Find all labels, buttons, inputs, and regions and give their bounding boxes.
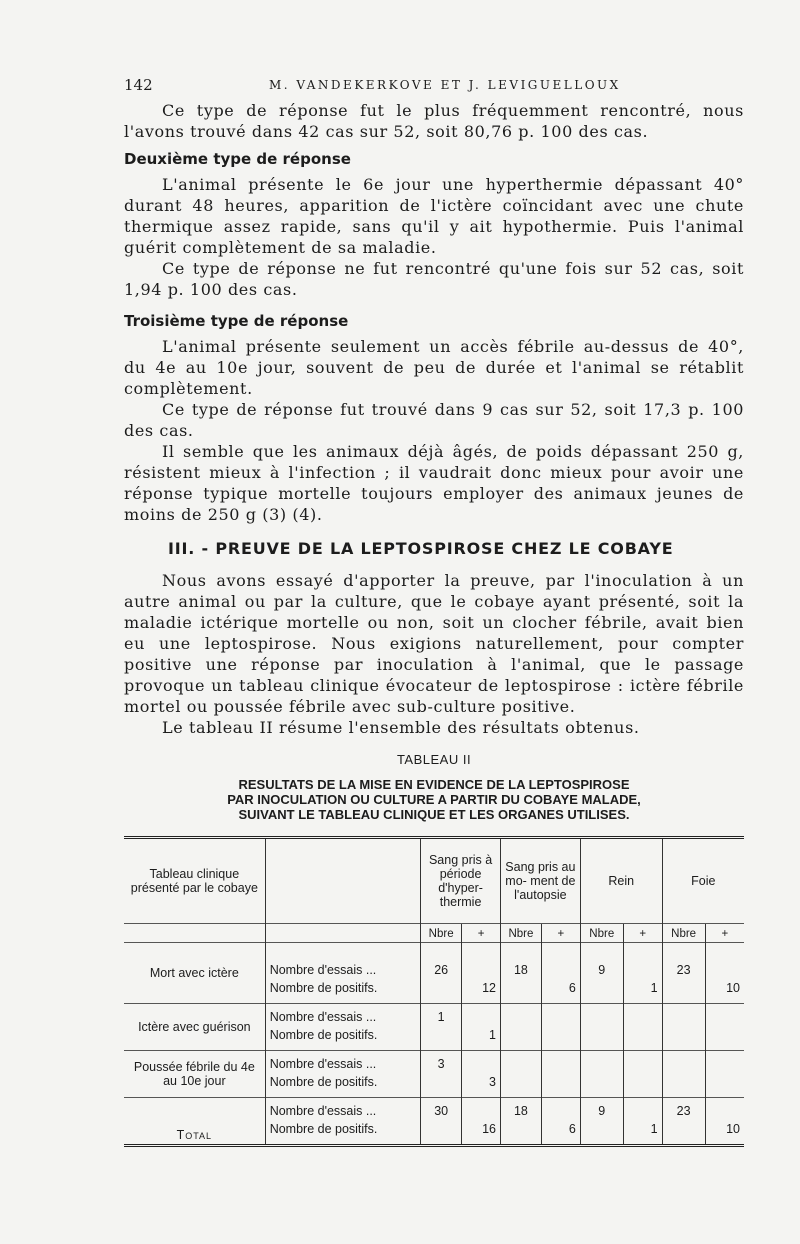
row-label-positifs: Nombre de positifs. bbox=[265, 1026, 421, 1051]
cell-empty bbox=[705, 1051, 744, 1074]
paragraph: L'animal présente le 6e jour une hyperthermie dépassant 40° durant 48 heures, apparition de l'ictère coïncidant avec une chute thermique assez rapide, sans qu'il y ait hypothermie. Puis l'animal guérit complètement de sa maladie. bbox=[124, 175, 744, 257]
cell-empty bbox=[541, 1098, 580, 1121]
col-header-sang-autopsie: Sang pris au mo- ment de l'autopsie bbox=[500, 838, 580, 924]
row-clinical-label: Poussée fébrile du 4e au 10e jour bbox=[124, 1051, 265, 1098]
cell-empty bbox=[662, 1073, 705, 1098]
col-header-rein: Rein bbox=[580, 838, 662, 924]
cell-empty bbox=[662, 979, 705, 1004]
cell-nbre bbox=[580, 1004, 623, 1027]
table-row bbox=[124, 943, 744, 980]
cell-empty bbox=[462, 1098, 501, 1121]
page-number: 142 bbox=[124, 76, 153, 94]
cell-positifs bbox=[541, 1073, 580, 1098]
sub-header-nbre: Nbre bbox=[662, 924, 705, 943]
cell-empty bbox=[662, 1120, 705, 1146]
cell-empty bbox=[705, 943, 744, 980]
section-heading: Troisième type de réponse bbox=[124, 312, 349, 330]
cell-empty bbox=[580, 1026, 623, 1051]
part-heading: III. - PREUVE DE LA LEPTOSPIROSE CHEZ LE COBAYE bbox=[168, 539, 674, 558]
cell-positifs: 10 bbox=[705, 1120, 744, 1146]
cell-empty bbox=[623, 943, 662, 980]
cell-positifs bbox=[541, 1026, 580, 1051]
cell-empty bbox=[580, 979, 623, 1004]
table-row bbox=[124, 1004, 744, 1027]
paragraph: Ce type de réponse fut le plus fréquemment rencontré, nous l'avons trouvé dans 42 cas sur 52, soit 80,76 p. 100 des cas. bbox=[124, 101, 744, 141]
paragraph: Ce type de réponse ne fut rencontré qu'une fois sur 52 cas, soit 1,94 p. 100 des cas. bbox=[124, 259, 744, 299]
sub-header-nbre: Nbre bbox=[580, 924, 623, 943]
cell-empty bbox=[421, 979, 462, 1004]
table-caption-line: RESULTATS DE LA MISE EN EVIDENCE DE LA LEPTOSPIROSE bbox=[238, 777, 630, 792]
cell-empty bbox=[462, 1051, 501, 1074]
paragraph: Ce type de réponse fut trouvé dans 9 cas sur 52, soit 17,3 p. 100 des cas. bbox=[124, 400, 744, 440]
table-label: TABLEAU II bbox=[396, 752, 472, 767]
cell-nbre: 18 bbox=[500, 1098, 541, 1121]
col-header-foie: Foie bbox=[662, 838, 744, 924]
cell-nbre: 1 bbox=[421, 1004, 462, 1027]
results-table bbox=[124, 836, 744, 1147]
col-header-label bbox=[265, 838, 421, 924]
section-heading: Deuxième type de réponse bbox=[124, 150, 351, 168]
row-label-positifs: Nombre de positifs. bbox=[265, 1120, 421, 1146]
cell-empty bbox=[421, 1120, 462, 1146]
running-head bbox=[124, 72, 744, 100]
cell-positifs: 3 bbox=[462, 1073, 501, 1098]
cell-empty bbox=[500, 1026, 541, 1051]
cell-empty bbox=[500, 1120, 541, 1146]
row-label-positifs: Nombre de positifs. bbox=[265, 1073, 421, 1098]
cell-positifs: 6 bbox=[541, 1120, 580, 1146]
cell-positifs: 1 bbox=[623, 979, 662, 1004]
paragraph: Le tableau II résume l'ensemble des résultats obtenus. bbox=[162, 718, 640, 737]
cell-nbre: 9 bbox=[580, 1098, 623, 1121]
cell-empty bbox=[541, 1051, 580, 1074]
sub-header-plus: + bbox=[462, 924, 501, 943]
table-caption-line: SUIVANT LE TABLEAU CLINIQUE ET LES ORGANES UTILISES. bbox=[238, 807, 630, 822]
cell-nbre: 18 bbox=[500, 943, 541, 980]
authors: M. VANDEKERKOVE ET J. LEVIGUELLOUX bbox=[269, 78, 621, 92]
row-label-essais: Nombre d'essais ... bbox=[265, 1004, 421, 1027]
cell-positifs: 6 bbox=[541, 979, 580, 1004]
row-label-essais: Nombre d'essais ... bbox=[265, 1098, 421, 1121]
cell-nbre: 23 bbox=[662, 943, 705, 980]
sub-header-plus: + bbox=[623, 924, 662, 943]
cell-nbre bbox=[500, 1051, 541, 1074]
table-row bbox=[124, 1051, 744, 1074]
cell-empty bbox=[580, 1073, 623, 1098]
cell-empty bbox=[541, 1004, 580, 1027]
row-label-essais: Nombre d'essais ... bbox=[265, 1051, 421, 1074]
cell-empty bbox=[421, 1073, 462, 1098]
cell-positifs: 1 bbox=[462, 1026, 501, 1051]
cell-positifs bbox=[623, 1026, 662, 1051]
sub-header-row bbox=[124, 924, 744, 943]
cell-nbre: 9 bbox=[580, 943, 623, 980]
cell-nbre: 26 bbox=[421, 943, 462, 980]
row-label-essais: Nombre d'essais ... bbox=[265, 943, 421, 980]
row-label-positifs: Nombre de positifs. bbox=[265, 979, 421, 1004]
paragraph: Nous avons essayé d'apporter la preuve, par l'inoculation à un autre animal ou par la culture, que le cobaye ayant présenté, soit la maladie ictérique mortelle ou non, soit un clocher fébrile, avait bien eu une leptospirose. Nous exigions naturellement, pour compter positive une réponse par inoculation à l'animal, que le passage provoque un tableau clinique évocateur de leptospirose : ictère fébrile mortel ou poussée fébrile avec sub-culture positive. bbox=[124, 571, 744, 716]
table-caption bbox=[124, 777, 744, 822]
paragraph: L'animal présente seulement un accès fébrile au-dessus de 40°, du 4e au 10e jour, souvent de peu de durée et l'animal se rétablit complètement. bbox=[124, 337, 744, 398]
cell-empty bbox=[541, 943, 580, 980]
sub-header-nbre: Nbre bbox=[500, 924, 541, 943]
row-clinical-label: Total bbox=[124, 1098, 265, 1146]
cell-empty bbox=[623, 1051, 662, 1074]
cell-positifs: 12 bbox=[462, 979, 501, 1004]
cell-positifs: 16 bbox=[462, 1120, 501, 1146]
cell-nbre: 3 bbox=[421, 1051, 462, 1074]
table-caption-line: PAR INOCULATION OU CULTURE A PARTIR DU COBAYE MALADE, bbox=[227, 792, 641, 807]
cell-empty bbox=[705, 1004, 744, 1027]
cell-nbre bbox=[662, 1051, 705, 1074]
cell-positifs bbox=[705, 1026, 744, 1051]
cell-empty bbox=[462, 943, 501, 980]
cell-nbre bbox=[662, 1004, 705, 1027]
col-header-sang-hyper: Sang pris à période d'hyper- thermie bbox=[421, 838, 501, 924]
cell-empty bbox=[421, 1026, 462, 1051]
cell-positifs: 1 bbox=[623, 1120, 662, 1146]
page bbox=[124, 72, 744, 1147]
sub-header-plus: + bbox=[705, 924, 744, 943]
cell-nbre bbox=[580, 1051, 623, 1074]
cell-nbre: 30 bbox=[421, 1098, 462, 1121]
row-clinical-label: Mort avec ictère bbox=[124, 943, 265, 1004]
sub-header-nbre: Nbre bbox=[421, 924, 462, 943]
cell-empty bbox=[500, 979, 541, 1004]
cell-positifs bbox=[705, 1073, 744, 1098]
cell-empty bbox=[500, 1073, 541, 1098]
row-clinical-label: Ictère avec guérison bbox=[124, 1004, 265, 1051]
cell-empty bbox=[462, 1004, 501, 1027]
cell-empty bbox=[705, 1098, 744, 1121]
cell-nbre: 23 bbox=[662, 1098, 705, 1121]
cell-positifs: 10 bbox=[705, 979, 744, 1004]
cell-nbre bbox=[500, 1004, 541, 1027]
table-row bbox=[124, 1098, 744, 1121]
cell-empty bbox=[580, 1120, 623, 1146]
cell-empty bbox=[623, 1098, 662, 1121]
col-header-clinical: Tableau clinique présenté par le cobaye bbox=[130, 867, 258, 895]
cell-empty bbox=[623, 1004, 662, 1027]
cell-empty bbox=[662, 1026, 705, 1051]
cell-positifs bbox=[623, 1073, 662, 1098]
sub-header-plus: + bbox=[541, 924, 580, 943]
paragraph: Il semble que les animaux déjà âgés, de poids dépassant 250 g, résistent mieux à l'infection ; il vaudrait donc mieux pour avoir une réponse typique mortelle toujours employer des animaux jeunes de moins de 250 g (3) (4). bbox=[124, 442, 744, 524]
